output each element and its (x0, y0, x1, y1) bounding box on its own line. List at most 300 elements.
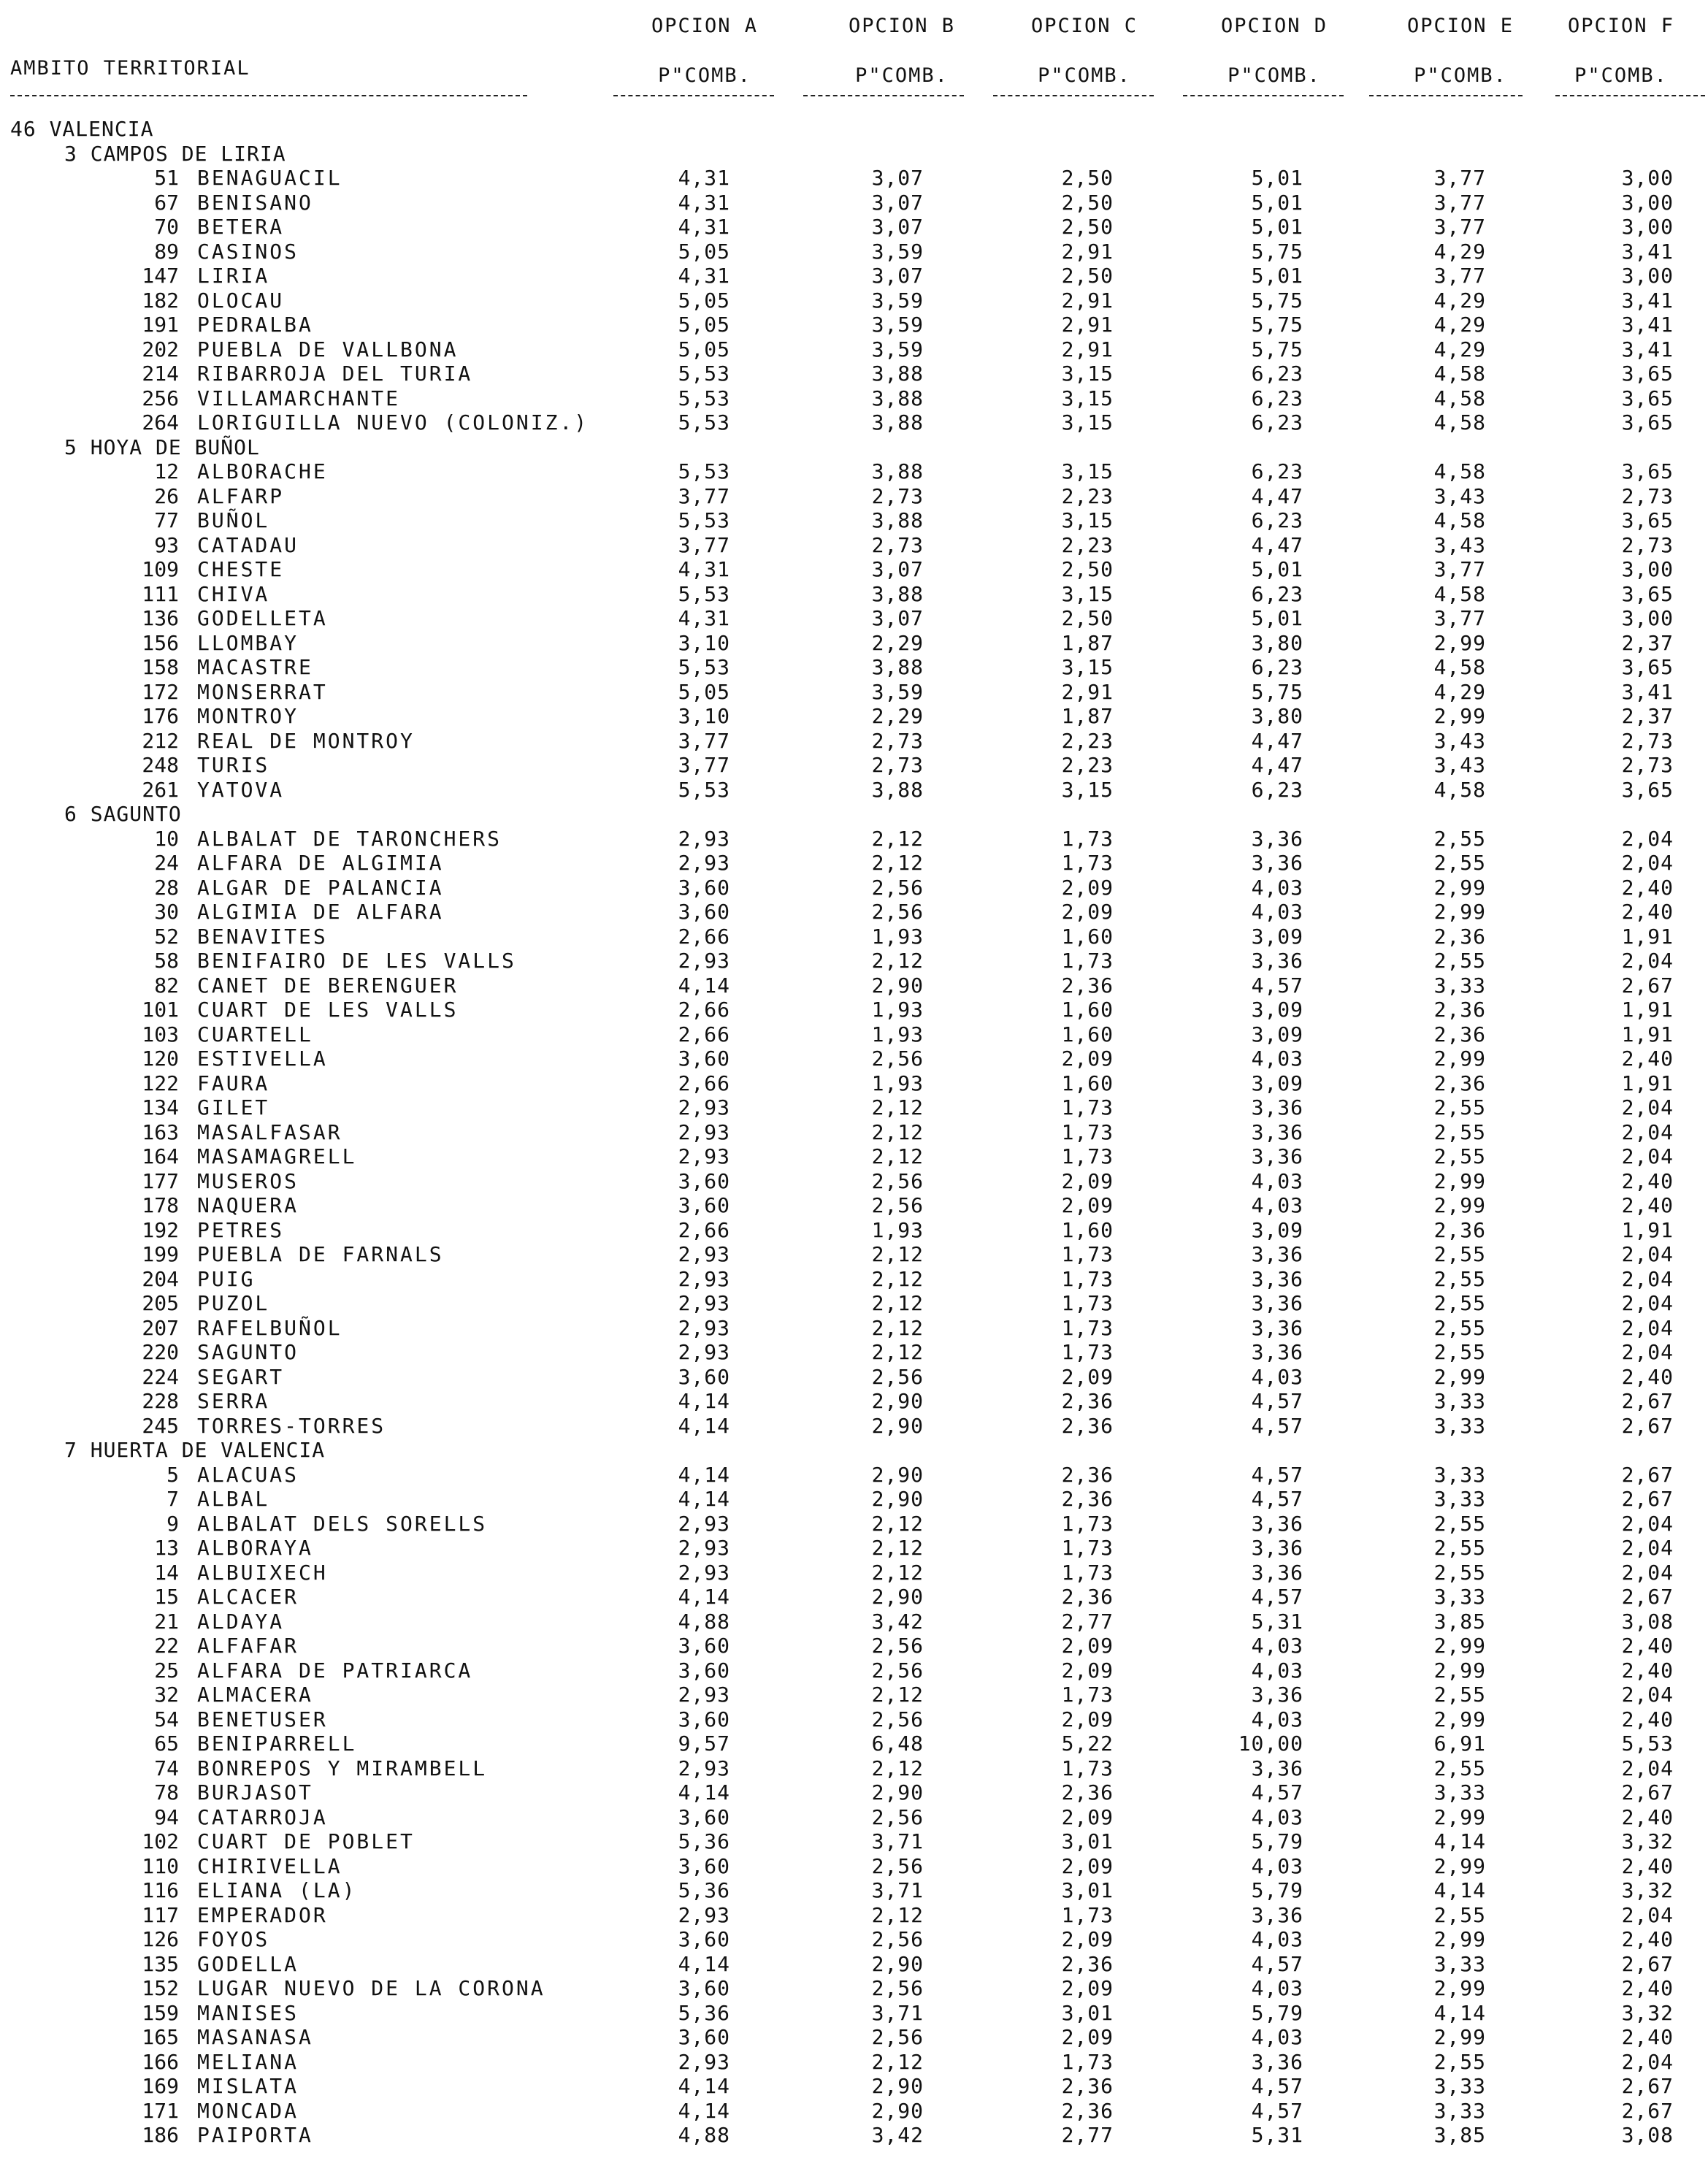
option-a-value: 2,93 (678, 1144, 730, 1168)
option-a-value: 4,14 (678, 1413, 730, 1438)
option-e-value: 4,58 (1433, 459, 1486, 483)
option-a-value: 4,14 (678, 1389, 730, 1413)
municipality-name: ALDAYA (197, 1609, 285, 1634)
option-e-value: 3,33 (1433, 1951, 1486, 1976)
municipality-code: 13 (154, 1536, 179, 1560)
option-f-value: 2,67 (1621, 1389, 1674, 1413)
table-row (0, 1756, 1708, 1780)
municipality-name: CUART DE POBLET (197, 1829, 415, 1853)
option-e-value: 2,55 (1433, 1511, 1486, 1536)
municipality-code: 171 (142, 2098, 179, 2123)
municipality-name: MASALFASAR (197, 1119, 342, 1144)
option-b-value: 2,73 (871, 483, 924, 508)
option-b-value: 2,90 (871, 2098, 924, 2123)
table-row (0, 166, 1708, 190)
municipality-code: 134 (142, 1095, 179, 1119)
option-d-value: 3,36 (1251, 1242, 1303, 1266)
table-row (0, 851, 1708, 875)
option-f-value: 3,00 (1621, 264, 1674, 288)
option-e-value: 4,29 (1433, 679, 1486, 704)
table-row (0, 680, 1708, 704)
option-c-value: 3,15 (1061, 459, 1114, 483)
option-b-value: 2,56 (871, 1168, 924, 1193)
municipality-name: LLOMBAY (197, 630, 299, 655)
option-a-value: 2,66 (678, 924, 730, 949)
option-c-value: 2,91 (1061, 337, 1114, 361)
option-f-value: 2,40 (1621, 1168, 1674, 1193)
option-b-value: 2,73 (871, 532, 924, 557)
option-a-value: 5,53 (678, 581, 730, 606)
option-d-value: 3,36 (1251, 1902, 1303, 1927)
municipality-code: 24 (154, 851, 179, 875)
option-c-value: 1,73 (1061, 949, 1114, 973)
municipality-code: 77 (154, 508, 179, 532)
option-d-value: 4,57 (1251, 1780, 1303, 1804)
municipality-code: 5 (166, 1462, 179, 1487)
option-d-value: 4,47 (1251, 753, 1303, 777)
municipality-name: LORIGUILLA NUEVO (COLONIZ.) (197, 410, 589, 435)
table-row (0, 1634, 1708, 1658)
comarca-row (0, 802, 1708, 826)
option-e-value: 3,33 (1433, 973, 1486, 998)
municipality-name: MONCADA (197, 2098, 299, 2123)
municipality-name: MANISES (197, 2000, 299, 2025)
option-d-value: 3,09 (1251, 998, 1303, 1022)
option-d-value: 3,09 (1251, 1217, 1303, 1242)
option-f-value: 2,04 (1621, 1266, 1674, 1291)
option-f-value: 3,65 (1621, 459, 1674, 483)
option-a-value: 4,31 (678, 215, 730, 239)
option-d-value: 6,23 (1251, 386, 1303, 410)
option-e-value: 4,58 (1433, 581, 1486, 606)
option-d-value: 3,36 (1251, 851, 1303, 875)
municipality-code: 166 (142, 2049, 179, 2074)
option-a-value: 4,88 (678, 2123, 730, 2147)
option-b-value: 2,12 (871, 2049, 924, 2074)
table-row (0, 2123, 1708, 2147)
option-e-value: 4,58 (1433, 508, 1486, 532)
option-e-value: 4,58 (1433, 361, 1486, 386)
option-d-value: 5,75 (1251, 288, 1303, 313)
option-c-sub: P"COMB. (1038, 64, 1131, 87)
option-b-value: 2,56 (871, 1193, 924, 1217)
option-a-value: 2,93 (678, 1683, 730, 1707)
option-f-value: 5,53 (1621, 1731, 1674, 1756)
option-b-title: OPCION B (848, 15, 956, 37)
option-b-value: 3,59 (871, 313, 924, 337)
option-b-value: 2,12 (871, 1536, 924, 1560)
option-c-value: 3,15 (1061, 361, 1114, 386)
option-c-value: 2,23 (1061, 728, 1114, 753)
option-b-value: 2,90 (871, 1585, 924, 1609)
option-e-value: 3,77 (1433, 190, 1486, 215)
option-f-value: 2,04 (1621, 1119, 1674, 1144)
option-a-value: 3,60 (678, 1658, 730, 1683)
option-f-value: 3,32 (1621, 2000, 1674, 2025)
municipality-name: CHESTE (197, 557, 285, 581)
option-d-value: 4,03 (1251, 1046, 1303, 1071)
option-a-value: 2,93 (678, 1242, 730, 1266)
table-row (0, 1512, 1708, 1536)
option-c-value: 3,15 (1061, 777, 1114, 802)
table-row (0, 215, 1708, 239)
option-c-value: 3,01 (1061, 1878, 1114, 1902)
option-e-value: 3,33 (1433, 1462, 1486, 1487)
municipality-name: MONSERRAT (197, 679, 328, 704)
option-c-value: 2,91 (1061, 313, 1114, 337)
option-f-value: 2,73 (1621, 728, 1674, 753)
table-row (0, 484, 1708, 508)
municipality-name: REAL DE MONTROY (197, 728, 415, 753)
option-d-value: 5,01 (1251, 166, 1303, 190)
municipality-code: 245 (142, 1413, 179, 1438)
option-a-value: 4,31 (678, 557, 730, 581)
table-row (0, 1193, 1708, 1217)
option-d-value: 5,01 (1251, 215, 1303, 239)
option-a-value: 2,66 (678, 1022, 730, 1046)
option-a-value: 4,14 (678, 1462, 730, 1487)
option-e-value: 6,91 (1433, 1731, 1486, 1756)
option-f-value: 2,40 (1621, 1634, 1674, 1658)
option-f-value: 3,65 (1621, 410, 1674, 435)
option-d-value: 5,31 (1251, 1609, 1303, 1634)
option-d-sub: P"COMB. (1228, 64, 1321, 87)
option-a-value: 2,93 (678, 1340, 730, 1364)
table-row (0, 459, 1708, 483)
option-a-value: 2,93 (678, 1266, 730, 1291)
municipality-code: 110 (142, 1853, 179, 1878)
municipality-name: MELIANA (197, 2049, 299, 2074)
table-row (0, 1487, 1708, 1511)
option-f-underline (1555, 95, 1705, 96)
option-a-value: 5,36 (678, 1829, 730, 1853)
option-d-value: 3,36 (1251, 2049, 1303, 2074)
option-e-value: 2,36 (1433, 1071, 1486, 1095)
municipality-name: ALGAR DE PALANCIA (197, 875, 444, 900)
option-c-value: 5,22 (1061, 1731, 1114, 1756)
table-row (0, 1536, 1708, 1560)
option-b-value: 2,12 (871, 1266, 924, 1291)
option-a-title: OPCION A (651, 15, 759, 37)
option-a-value: 3,10 (678, 630, 730, 655)
table-row (0, 191, 1708, 215)
table-row (0, 557, 1708, 581)
municipality-name: OLOCAU (197, 288, 285, 313)
municipality-code: 30 (154, 900, 179, 924)
municipality-name: ALCACER (197, 1585, 299, 1609)
municipality-name: YATOVA (197, 777, 285, 802)
option-b-value: 3,07 (871, 606, 924, 630)
municipality-code: 32 (154, 1683, 179, 1707)
municipality-code: 228 (142, 1389, 179, 1413)
option-e-value: 2,99 (1433, 1853, 1486, 1878)
province-label: 46 VALENCIA (10, 117, 154, 141)
option-d-value: 4,03 (1251, 2025, 1303, 2049)
option-f-value: 2,67 (1621, 1462, 1674, 1487)
option-f-value: 2,40 (1621, 1364, 1674, 1389)
municipality-name: ALBAL (197, 1487, 270, 1511)
municipality-name: FOYOS (197, 1927, 270, 1951)
municipality-name: PUZOL (197, 1291, 270, 1315)
municipality-name: CANET DE BERENGUER (197, 973, 459, 998)
municipality-name: NAQUERA (197, 1193, 299, 1217)
option-f-value: 3,41 (1621, 313, 1674, 337)
option-c-value: 2,50 (1061, 190, 1114, 215)
option-f-value: 3,41 (1621, 239, 1674, 264)
table-row (0, 533, 1708, 557)
option-e-value: 3,33 (1433, 1780, 1486, 1804)
option-d-value: 6,23 (1251, 655, 1303, 679)
option-f-value: 2,67 (1621, 1487, 1674, 1511)
option-d-value: 4,57 (1251, 1487, 1303, 1511)
option-c-value: 1,60 (1061, 1217, 1114, 1242)
option-d-value: 3,36 (1251, 1315, 1303, 1340)
municipality-code: 101 (142, 998, 179, 1022)
option-f-value: 2,40 (1621, 1853, 1674, 1878)
option-c-value: 2,09 (1061, 900, 1114, 924)
municipality-code: 25 (154, 1658, 179, 1683)
municipality-name: GILET (197, 1095, 270, 1119)
option-f-value: 2,04 (1621, 1242, 1674, 1266)
option-e-value: 4,29 (1433, 313, 1486, 337)
table-row (0, 1610, 1708, 1634)
option-f-value: 2,04 (1621, 1315, 1674, 1340)
option-c-value: 2,09 (1061, 875, 1114, 900)
option-a-value: 5,05 (678, 313, 730, 337)
option-f-value: 2,40 (1621, 1046, 1674, 1071)
option-c-value: 2,36 (1061, 1462, 1114, 1487)
option-b-value: 3,59 (871, 288, 924, 313)
municipality-name: PAIPORTA (197, 2123, 313, 2147)
option-d-value: 5,01 (1251, 264, 1303, 288)
option-d-value: 4,47 (1251, 483, 1303, 508)
municipality-name: ALMACERA (197, 1683, 313, 1707)
option-f-value: 2,37 (1621, 630, 1674, 655)
municipality-name: MUSEROS (197, 1168, 299, 1193)
municipality-name: FAURA (197, 1071, 270, 1095)
option-e-value: 4,29 (1433, 288, 1486, 313)
table-row (0, 1829, 1708, 1853)
table-row (0, 361, 1708, 386)
municipality-name: MASAMAGRELL (197, 1144, 357, 1168)
territory-header: AMBITO TERRITORIAL (10, 57, 250, 80)
comarca-label: 5 HOYA DE BUÑOL (64, 435, 260, 459)
table-row (0, 778, 1708, 802)
option-e-value: 3,33 (1433, 2098, 1486, 2123)
option-d-value: 4,03 (1251, 1707, 1303, 1731)
option-f-value: 2,67 (1621, 2098, 1674, 2123)
municipality-name: BENETUSER (197, 1707, 328, 1731)
table-row (0, 900, 1708, 924)
option-b-value: 2,90 (871, 2074, 924, 2098)
option-a-value: 3,60 (678, 1364, 730, 1389)
option-f-value: 3,65 (1621, 361, 1674, 386)
option-e-value: 2,99 (1433, 875, 1486, 900)
option-c-value: 2,36 (1061, 2074, 1114, 2098)
option-c-value: 1,73 (1061, 1291, 1114, 1315)
option-b-value: 3,59 (871, 239, 924, 264)
option-a-value: 2,93 (678, 2049, 730, 2074)
option-a-value: 5,36 (678, 2000, 730, 2025)
municipality-name: BENISANO (197, 190, 313, 215)
option-c-value: 1,60 (1061, 924, 1114, 949)
option-a-value: 3,60 (678, 1193, 730, 1217)
option-c-value: 2,09 (1061, 1364, 1114, 1389)
municipality-name: MASANASA (197, 2025, 313, 2049)
option-f-value: 3,41 (1621, 679, 1674, 704)
option-d-value: 3,36 (1251, 1683, 1303, 1707)
option-d-value: 3,36 (1251, 1095, 1303, 1119)
option-e-value: 3,85 (1433, 2123, 1486, 2147)
option-f-value: 2,04 (1621, 1340, 1674, 1364)
table-row (0, 1071, 1708, 1095)
option-b-value: 2,12 (871, 1560, 924, 1585)
option-c-value: 3,01 (1061, 1829, 1114, 1853)
option-a-value: 4,14 (678, 2098, 730, 2123)
option-c-value: 1,73 (1061, 1095, 1114, 1119)
option-a-value: 3,60 (678, 1707, 730, 1731)
option-f-value: 2,40 (1621, 875, 1674, 900)
option-e-title: OPCION E (1406, 15, 1514, 37)
option-c-value: 1,73 (1061, 1902, 1114, 1927)
option-d-value: 4,03 (1251, 1658, 1303, 1683)
table-row (0, 1365, 1708, 1389)
option-b-value: 2,12 (871, 1095, 924, 1119)
option-c-value: 2,50 (1061, 166, 1114, 190)
table-row (0, 2050, 1708, 2074)
option-f-title: OPCION F (1567, 15, 1675, 37)
option-a-value: 3,60 (678, 1853, 730, 1878)
option-e-value: 2,36 (1433, 998, 1486, 1022)
option-c-value: 1,73 (1061, 1536, 1114, 1560)
option-f-value: 2,04 (1621, 2049, 1674, 2074)
option-a-sub: P"COMB. (658, 64, 751, 87)
municipality-name: CASINOS (197, 239, 299, 264)
municipality-name: CATADAU (197, 532, 299, 557)
municipality-code: 52 (154, 924, 179, 949)
municipality-code: 199 (142, 1242, 179, 1266)
option-e-value: 2,99 (1433, 1634, 1486, 1658)
municipality-code: 172 (142, 679, 179, 704)
municipality-name: RIBARROJA DEL TURIA (197, 361, 473, 386)
option-e-value: 2,55 (1433, 1119, 1486, 1144)
option-d-value: 6,23 (1251, 361, 1303, 386)
option-d-value: 4,03 (1251, 1853, 1303, 1878)
option-a-value: 4,31 (678, 606, 730, 630)
municipality-code: 21 (154, 1609, 179, 1634)
municipality-code: 152 (142, 1976, 179, 2000)
option-e-underline (1369, 95, 1523, 96)
municipality-code: 205 (142, 1291, 179, 1315)
municipality-code: 26 (154, 483, 179, 508)
option-d-value: 5,01 (1251, 606, 1303, 630)
option-f-value: 2,40 (1621, 1193, 1674, 1217)
option-e-value: 2,55 (1433, 1756, 1486, 1780)
option-d-value: 4,03 (1251, 1193, 1303, 1217)
option-d-value: 3,36 (1251, 1291, 1303, 1315)
option-c-value: 2,09 (1061, 1853, 1114, 1878)
option-c-value: 1,73 (1061, 1266, 1114, 1291)
option-d-value: 6,23 (1251, 581, 1303, 606)
municipality-code: 224 (142, 1364, 179, 1389)
option-a-value: 3,60 (678, 1804, 730, 1829)
option-a-value: 2,93 (678, 1560, 730, 1585)
option-a-value: 9,57 (678, 1731, 730, 1756)
municipality-name: BENIPARRELL (197, 1731, 357, 1756)
option-e-value: 2,55 (1433, 1683, 1486, 1707)
option-c-value: 2,36 (1061, 1780, 1114, 1804)
option-f-value: 2,04 (1621, 851, 1674, 875)
municipality-name: PUEBLA DE FARNALS (197, 1242, 444, 1266)
option-a-value: 3,60 (678, 875, 730, 900)
option-b-value: 2,12 (871, 1315, 924, 1340)
option-a-value: 4,31 (678, 264, 730, 288)
option-e-value: 3,43 (1433, 728, 1486, 753)
table-row (0, 508, 1708, 532)
option-f-value: 2,37 (1621, 704, 1674, 728)
municipality-code: 94 (154, 1804, 179, 1829)
option-b-value: 3,88 (871, 386, 924, 410)
table-row (0, 729, 1708, 753)
option-e-value: 2,99 (1433, 1168, 1486, 1193)
municipality-code: 22 (154, 1634, 179, 1658)
option-c-value: 2,91 (1061, 679, 1114, 704)
option-c-value: 2,36 (1061, 1413, 1114, 1438)
municipality-name: MONTROY (197, 704, 299, 728)
territory-underline (10, 95, 527, 96)
table-row (0, 1878, 1708, 1902)
option-e-value: 4,58 (1433, 777, 1486, 802)
option-d-value: 4,03 (1251, 875, 1303, 900)
municipality-code: 202 (142, 337, 179, 361)
option-a-value: 3,77 (678, 728, 730, 753)
option-f-value: 2,04 (1621, 1560, 1674, 1585)
option-c-underline (993, 95, 1154, 96)
table-row (0, 1340, 1708, 1364)
municipality-name: TURIS (197, 753, 270, 777)
table-row (0, 949, 1708, 973)
option-a-value: 3,60 (678, 1168, 730, 1193)
option-f-value: 3,65 (1621, 508, 1674, 532)
municipality-name: LUGAR NUEVO DE LA CORONA (197, 1976, 545, 2000)
municipality-code: 67 (154, 190, 179, 215)
option-b-value: 3,88 (871, 508, 924, 532)
option-b-value: 2,12 (871, 1511, 924, 1536)
table-row (0, 1780, 1708, 1804)
option-a-value: 2,93 (678, 826, 730, 851)
option-b-value: 2,90 (871, 1951, 924, 1976)
table-row (0, 1952, 1708, 1976)
option-f-value: 3,41 (1621, 288, 1674, 313)
municipality-code: 261 (142, 777, 179, 802)
option-d-value: 3,36 (1251, 1560, 1303, 1585)
option-f-value: 2,40 (1621, 2025, 1674, 2049)
municipality-code: 212 (142, 728, 179, 753)
option-d-value: 4,47 (1251, 728, 1303, 753)
option-a-value: 5,05 (678, 239, 730, 264)
option-e-value: 4,58 (1433, 410, 1486, 435)
municipality-name: RAFELBUÑOL (197, 1315, 342, 1340)
table-row (0, 582, 1708, 606)
municipality-code: 186 (142, 2123, 179, 2147)
option-f-value: 3,08 (1621, 2123, 1674, 2147)
option-e-value: 2,99 (1433, 1193, 1486, 1217)
option-c-value: 2,09 (1061, 1707, 1114, 1731)
option-b-value: 2,90 (871, 1413, 924, 1438)
option-e-value: 2,36 (1433, 1217, 1486, 1242)
table-row (0, 631, 1708, 655)
option-a-value: 4,14 (678, 1780, 730, 1804)
